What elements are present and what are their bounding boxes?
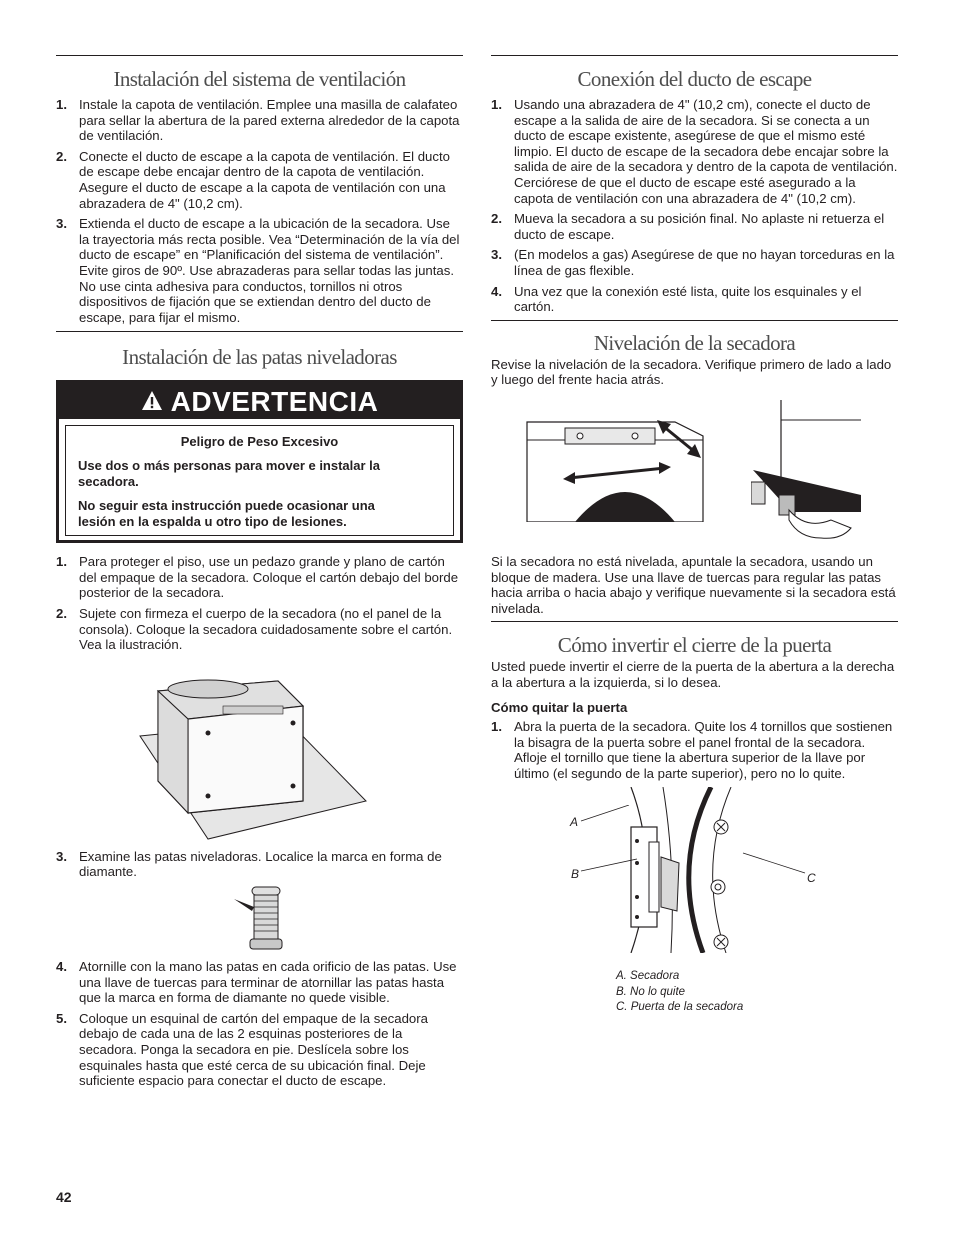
legs-steps-c xyxy=(56,959,463,1089)
list-item: 1. Usando una abrazadera de 4" (10,2 cm), conecte el ducto de escape a la salida de aire de la secadora. Si se conecta a un ducto de escape existente, asegúrese de que el mismo esté limpio. El ducto de escape de la secadora debe encajar sobre la salida de aire de la secadora y dentro de la capota de ventilación. Cerciórese de que el ducto de escape esté asegurado a la capota de ventilación con una abrazadera de 4" (10,2 cm). xyxy=(491,97,898,206)
leveling-illustrations xyxy=(491,400,898,550)
vent-section-title: Instalación del sistema de ventilación xyxy=(113,67,406,91)
legs-steps-b xyxy=(56,849,463,880)
level-after: Si la secadora no está nivelada, apuntale la secadora, usando un bloque de madera. Use una llave de tuercas para regular las patas hacia arriba o hacia abajo y verifique nuevamente si la secadora está nivelada. xyxy=(491,553,896,616)
legs-steps-a xyxy=(56,554,463,653)
door-steps xyxy=(491,719,898,781)
list-item: 2. Sujete con firmeza el cuerpo de la secadora (no el panel de la consola). Coloque la secadora cuidadosamente sobre el cartón. Vea la ilustración. xyxy=(56,606,453,653)
figure-label-a: A xyxy=(570,815,579,830)
warning-line-1: Use dos o más personas para mover e instalar la secadora. xyxy=(78,457,381,489)
list-item: 1. Abra la puerta de la secadora. Quite los 4 tornillos que sostienen la bisagra de la puerta sobre el panel frontal de la secadora. Afloje el tornillo que tiene la abertura superior de la llave por último (el segundo de la parte superior), pero no lo quite. xyxy=(491,719,893,781)
page-number: 42 xyxy=(56,1189,72,1205)
list-item: 1. Para proteger el piso, use un pedazo grande y plano de cartón del empaque de la secadora. Coloque el cartón debajo del borde posterior de la secadora. xyxy=(56,554,459,601)
vent-steps xyxy=(56,97,463,325)
list-item: 1. Instale la capota de ventilación. Emplee una masilla de calafateo para sellar la abertura de la pared externa alrededor de la capota de ventilación. xyxy=(56,97,460,144)
section-divider xyxy=(56,55,463,56)
list-item: 2. Mueva la secadora a su posición final. No aplaste ni retuerza el ducto de escape. xyxy=(491,211,885,242)
door-section-title: Cómo invertir el cierre de la puerta xyxy=(557,633,832,658)
dryer-level-side-illustration xyxy=(525,412,745,522)
dryer-leg-adjust-illustration xyxy=(751,400,861,550)
leveling-leg-illustration xyxy=(232,885,292,953)
duct-section-title: Conexión del ducto de escape xyxy=(577,67,812,91)
list-item: 3. Extienda el ducto de escape a la ubicación de la secadora. Use la trayectoria más recta posible. Vea “Determinación de la vía del ducto de escape” en “Planificación del sistema de ventilación”. Evite giros de 90º. Use abrazaderas para sellar todas las juntas. No use cinta adhesiva para conductos, tornillos ni otros dispositivos de fijación que se extiendan dentro del ducto de escape, para fijar el mismo. xyxy=(56,216,460,325)
list-item: 3. (En modelos a gas) Asegúrese de que no hayan torceduras en la línea de gas flexible. xyxy=(491,247,895,278)
section-divider xyxy=(491,621,898,622)
warning-body xyxy=(65,425,454,536)
section-divider xyxy=(491,55,898,56)
level-section-title: Nivelación de la secadora xyxy=(593,330,796,355)
door-intro: Usted puede invertir el cierre de la puerta de la abertura a la derecha a la abertura a la izquierda, si lo desea. xyxy=(491,659,895,690)
list-item: 4. Una vez que la conexión esté lista, quite los esquinales y el cartón. xyxy=(491,283,862,315)
dryer-on-cardboard-illustration xyxy=(138,661,368,841)
callout-lines xyxy=(579,805,879,905)
caption-c: C. Puerta de la secadora xyxy=(616,1001,744,1014)
warning-line-2: No seguir esta instrucción puede ocasionar una lesión en la espalda u otro tipo de lesiones. xyxy=(78,498,375,529)
right-column xyxy=(491,55,898,1016)
door-hinge-figure xyxy=(491,787,898,965)
figure-label-b: B xyxy=(571,867,580,882)
section-divider xyxy=(56,331,463,332)
left-column xyxy=(56,55,463,1094)
legs-section-title: Instalación de las patas niveladoras xyxy=(122,345,397,370)
warning-triangle-icon xyxy=(141,390,163,412)
warning-header xyxy=(59,383,460,419)
caption-b: B. No lo quite xyxy=(616,985,686,998)
duct-steps xyxy=(491,97,898,315)
list-item: 5. Coloque un esquinal de cartón del empaque de la secadora debajo de cada una de las 2 esquinas posteriores de la secadora. Ponga la secadora en pie. Deslícela sobre los esquinales hasta que esté cerca de su ubicación final. Deje suficiente espacio para conectar el ducto de escape. xyxy=(56,1010,428,1089)
level-intro: Revise la nivelación de la secadora. Verifique primero de lado a lado y luego del frente hacia atrás. xyxy=(491,356,892,388)
warning-box xyxy=(56,380,463,543)
section-divider xyxy=(491,320,898,321)
list-item: 4. Atornille con la mano las patas en cada orificio de las patas. Use una llave de tuercas para terminar de atornillar las patas hasta que la marca en forma de diamante no quede visible. xyxy=(56,959,457,1006)
caption-a: A. Secadora xyxy=(616,970,680,983)
figure-label-c: C xyxy=(807,871,816,886)
door-subhead: Cómo quitar la puerta xyxy=(491,700,628,716)
list-item: 3. Examine las patas niveladoras. Localice la marca en forma de diamante. xyxy=(56,848,442,880)
warning-title: ADVERTENCIA xyxy=(170,385,379,417)
figure-captions xyxy=(616,969,898,1016)
list-item: 2. Conecte el ducto de escape a la capota de ventilación. El ducto de escape debe encajar dentro de la capota de ventilación. Asegure el ducto de escape a la capota de ventilación con una abrazadera de 4" (10,2 cm). xyxy=(56,148,450,211)
warning-hazard: Peligro de Peso Excesivo xyxy=(180,434,339,450)
